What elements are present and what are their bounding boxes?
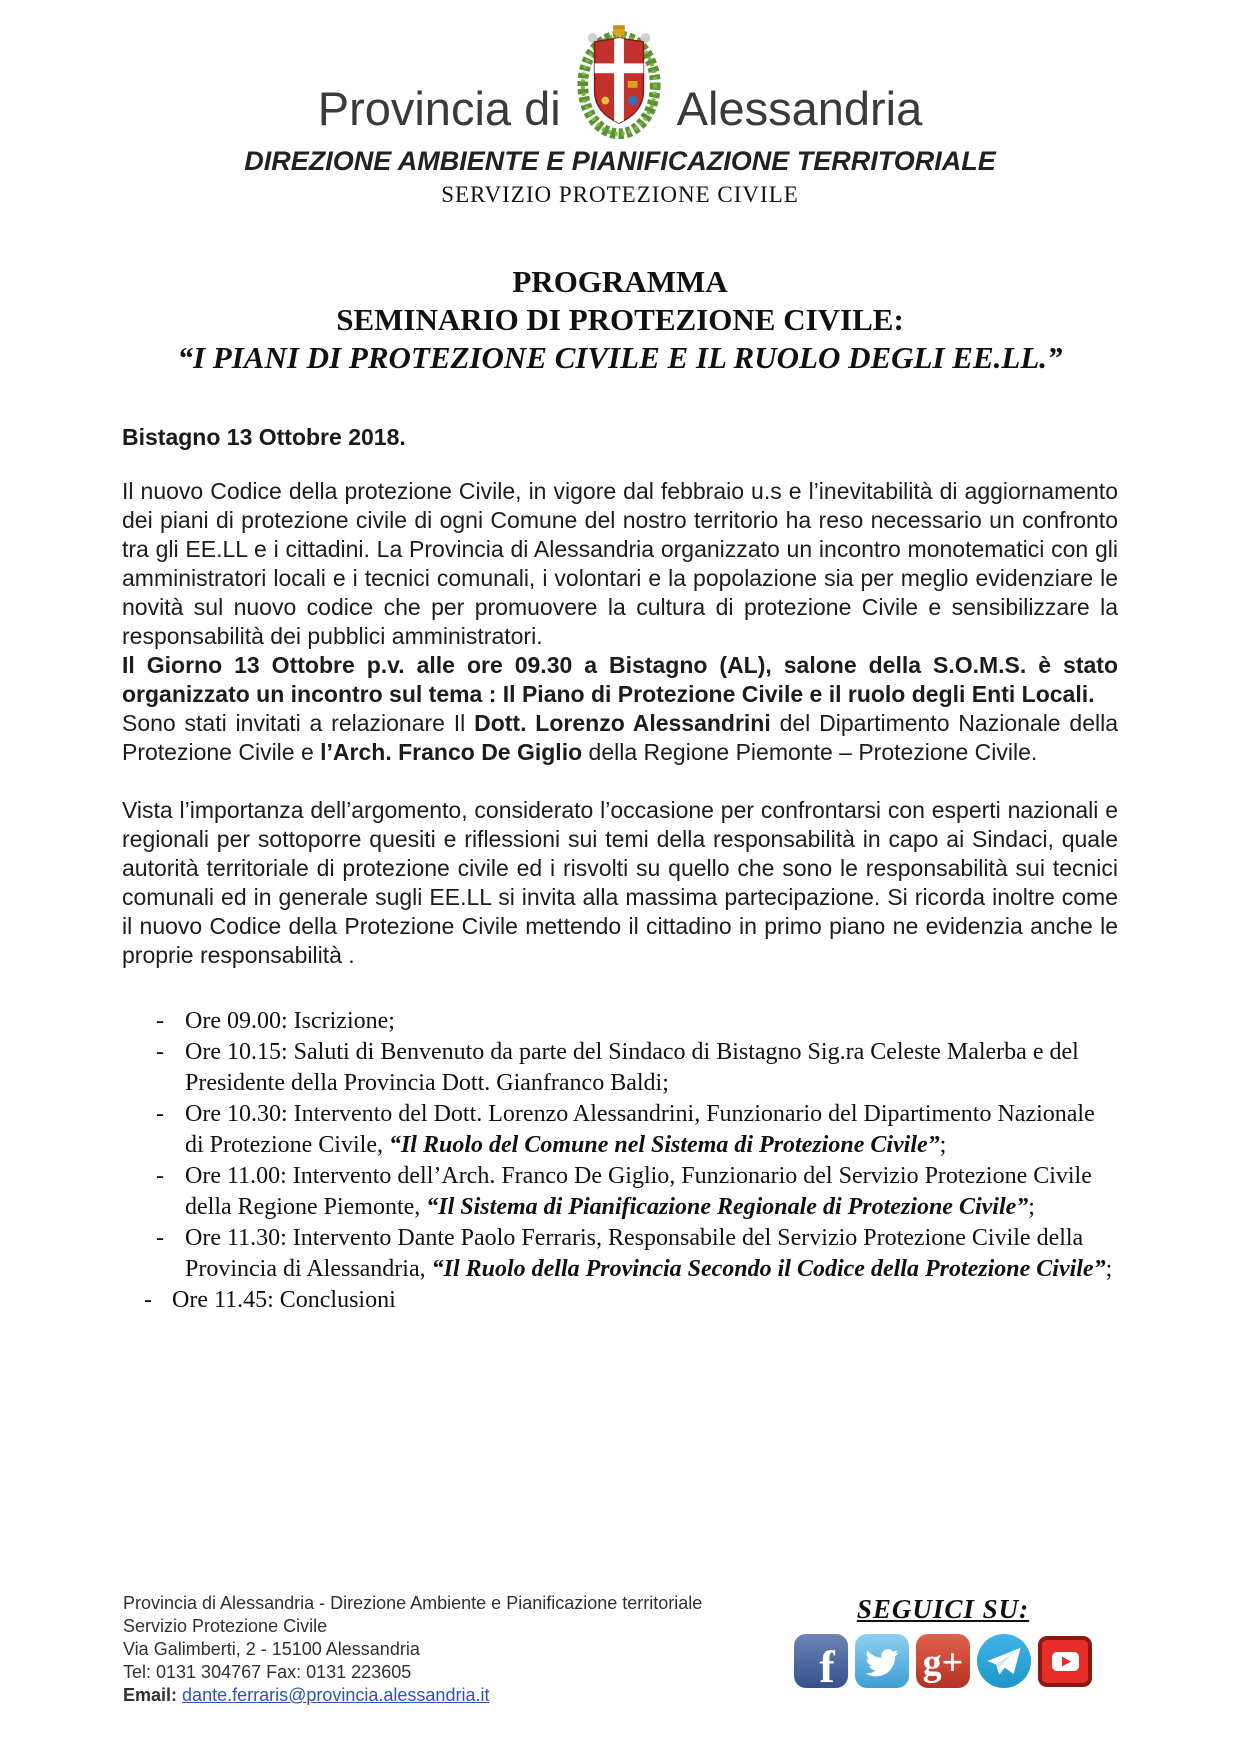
- email-label: Email:: [123, 1685, 178, 1705]
- speakers-text-3: della Regione Piemonte – Protezione Civile.: [582, 739, 1038, 765]
- agenda-item-text: Ore 10.15: Saluti di Benvenuto da parte del Sindaco di Bistagno Sig.ra Celeste Malerba e del Presidente della Provincia Dott. Gianfranco Baldi;: [185, 1039, 1079, 1096]
- provincia-crest-icon: [575, 22, 663, 140]
- agenda-item-text: Ore 11.45: Conclusioni: [172, 1287, 396, 1313]
- footer-line-phone: Tel: 0131 304767 Fax: 0131 223605: [123, 1662, 412, 1682]
- document-title: [0, 263, 1240, 377]
- agenda-item-6: [122, 1285, 1118, 1316]
- bullet-dash: -: [156, 1101, 164, 1127]
- bullet-dash: -: [156, 1008, 164, 1034]
- agenda-item-text: Ore 11.00: Intervento dell’Arch. Franco De Giglio, Funzionario del Servizio Protezione Civile della Regione Piemonte,: [185, 1163, 1092, 1220]
- agenda-item-suffix: ;: [939, 1132, 947, 1158]
- agenda-list: [122, 1006, 1118, 1316]
- paragraph-intro: Il nuovo Codice della protezione Civile, in vigore dal febbraio u.s e l’inevitabilità di aggiornamento dei piani di protezione civile di ogni Comune del nostro territorio ha reso necessario un confronto tra gli EE.LL e i cittadini. La Provincia di Alessandria organizzato un incontro monotematici con gli amministratori locali e i tecnici comunali, i volontari e la popolazione sia per meglio evidenziare le novità sul nuovo codice che per promuovere la cultura di protezione Civile e sensibilizzare la responsabilità dei pubblici amministratori.: [122, 478, 1118, 649]
- bullet-dash: -: [144, 1287, 152, 1313]
- agenda-item-3: [122, 1099, 1118, 1161]
- follow-us-label: SEGUICI SU:: [856, 1594, 1030, 1624]
- paragraph-event: Il Giorno 13 Ottobre p.v. alle ore 09.30 a Bistagno (AL), salone della S.O.M.S. è stato organizzato un incontro sul tema : Il Piano di Protezione Civile e il ruolo degli Enti Locali.: [122, 652, 1118, 707]
- paragraph-speakers: [122, 709, 1118, 767]
- youtube-icon[interactable]: [1037, 1633, 1093, 1689]
- title-line-1: PROGRAMMA: [512, 264, 728, 299]
- footer-contact-block: [123, 1592, 763, 1707]
- talk-title: “Il Ruolo della Provincia Secondo il Codice della Protezione Civile”: [431, 1256, 1106, 1282]
- footer-line-org: Provincia di Alessandria - Direzione Ambiente e Pianificazione territoriale: [123, 1593, 703, 1613]
- google-plus-icon[interactable]: [915, 1633, 971, 1689]
- agenda-item-text: Ore 10.30: Intervento del Dott. Lorenzo Alessandrini, Funzionario del Dipartimento Nazionale di Protezione Civile,: [185, 1101, 1095, 1158]
- agenda-item-suffix: ;: [1028, 1194, 1035, 1220]
- agenda-item-suffix: ;: [1105, 1256, 1113, 1282]
- speaker-name-2: l’Arch. Franco De Giglio: [320, 739, 583, 765]
- document-body: [0, 424, 1240, 1316]
- speaker-name-1: Dott. Lorenzo Alessandrini: [474, 710, 771, 736]
- footer-line-service: Servizio Protezione Civile: [123, 1616, 328, 1636]
- footer-social-block: [763, 1592, 1123, 1707]
- agenda-item-text: Ore 11.30: Intervento Dante Paolo Ferraris, Responsabile del Servizio Protezione Civile della Provincia di Alessandria,: [185, 1225, 1084, 1282]
- direction-line: DIREZIONE AMBIENTE E PIANIFICAZIONE TERRITORIALE: [244, 146, 996, 176]
- masthead: [0, 0, 1240, 140]
- title-line-3: “I PIANI DI PROTEZIONE CIVILE E IL RUOLO DEGLI EE.LL.”: [177, 340, 1063, 375]
- bullet-dash: -: [156, 1039, 164, 1065]
- bullet-dash: -: [156, 1225, 164, 1251]
- service-line: SERVIZIO PROTEZIONE CIVILE: [441, 182, 799, 207]
- talk-title: “Il Sistema di Pianificazione Regionale di Protezione Civile”: [426, 1194, 1029, 1220]
- telegram-icon[interactable]: [976, 1633, 1032, 1689]
- svg-text:f: f: [819, 1641, 835, 1689]
- page-footer: [123, 1592, 1133, 1707]
- org-name-right: Alessandria: [676, 82, 923, 135]
- agenda-item-5: [122, 1223, 1118, 1285]
- org-name-left: Provincia di: [317, 82, 561, 135]
- date-line: Bistagno 13 Ottobre 2018.: [122, 424, 406, 450]
- email-link[interactable]: dante.ferraris@provincia.alessandria.it: [182, 1685, 490, 1705]
- footer-line-email: [123, 1684, 763, 1707]
- speakers-text-1: Sono stati invitati a relazionare Il: [122, 710, 475, 736]
- social-icons-row: [763, 1633, 1123, 1689]
- agenda-item-text: Ore 09.00: Iscrizione;: [185, 1008, 395, 1034]
- talk-title: “Il Ruolo del Comune nel Sistema di Protezione Civile”: [388, 1132, 940, 1158]
- agenda-item-1: [122, 1006, 1118, 1037]
- footer-line-address: Via Galimberti, 2 - 15100 Alessandria: [123, 1639, 420, 1659]
- agenda-item-2: [122, 1037, 1118, 1099]
- paragraph-invite: Vista l’importanza dell’argomento, considerato l’occasione per confrontarsi con esperti nazionali e regionali per sottoporre quesiti e riflessioni sui temi della responsabilità in capo ai Sindaci, quale autorità territoriale di protezione civile ed i risvolti su quello che sono le responsabilità sui tecnici comunali ed in generale sugli EE.LL si invita alla massima partecipazione. Si ricorda inoltre come il nuovo Codice della Protezione Civile mettendo il cittadino in primo piano ne evidenzia anche le proprie responsabilità .: [122, 797, 1118, 968]
- bullet-dash: -: [156, 1163, 164, 1189]
- speakers-text-2: del Dipartimento Nazionale della Protezione Civile e: [122, 710, 1119, 765]
- svg-text:g+: g+: [922, 1642, 964, 1684]
- twitter-icon[interactable]: [854, 1633, 910, 1689]
- title-line-2: SEMINARIO DI PROTEZIONE CIVILE:: [336, 302, 904, 337]
- facebook-icon[interactable]: [793, 1633, 849, 1689]
- agenda-item-4: [122, 1161, 1118, 1223]
